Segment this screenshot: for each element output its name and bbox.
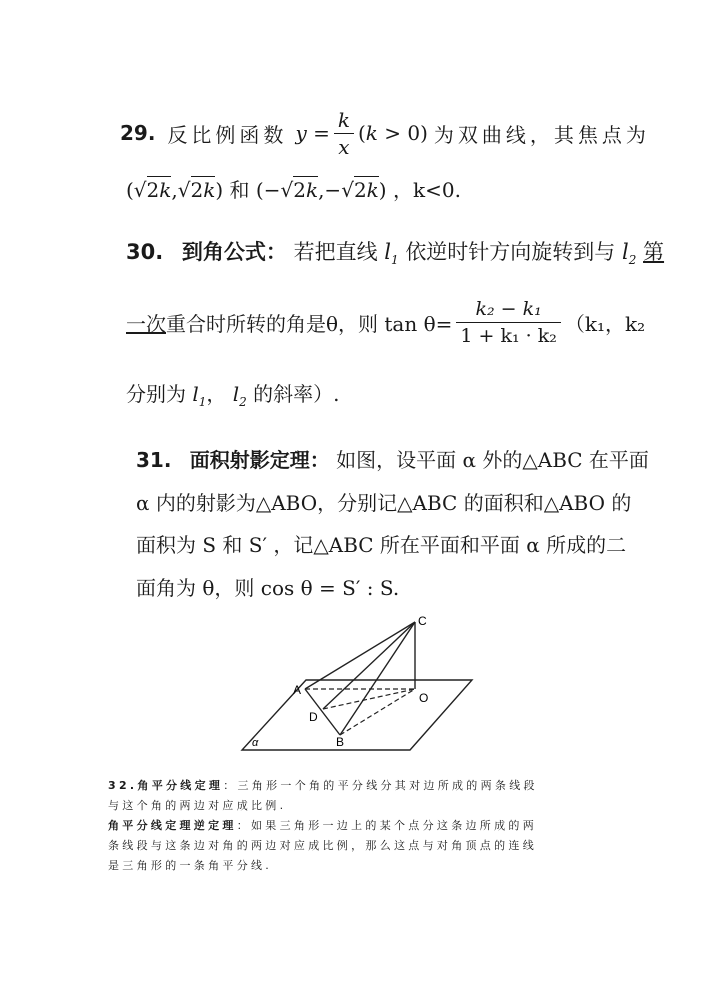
projection-figure: [0, 608, 712, 768]
text: 反比例函数: [167, 122, 288, 147]
item-32-line-1: [108, 777, 538, 793]
label-C: C: [418, 614, 427, 628]
fraction-k-over-x: $\frac{k}{x}$: [334, 107, 354, 160]
edge-AC: [305, 622, 415, 689]
item-title: 面积射影定理：: [189, 448, 330, 472]
label-D: D: [309, 710, 318, 724]
item-title: 角平分线定理: [137, 779, 224, 792]
item-31-line-1: [136, 444, 649, 473]
text: 的斜率）.: [253, 382, 340, 406]
label-A: A: [293, 683, 302, 697]
item-29-line-1: [120, 108, 650, 158]
item-30-line-1: [126, 236, 664, 267]
item-30-line-2: [126, 292, 645, 352]
symbol-l1: $l_1$: [192, 382, 207, 409]
item-title-converse: 角平分线定理逆定理: [108, 819, 237, 832]
text: ：如果三角形一边上的某个点分这条边所成的两: [236, 819, 538, 832]
item-number: 32.: [108, 779, 138, 792]
text: （k₁，k₂: [564, 311, 646, 336]
text-underlined: 第: [643, 240, 665, 264]
item-number: 29.: [120, 121, 156, 145]
text: 如图，设平面 α 外的△ABC 在平面: [336, 448, 649, 472]
item-30-line-3: 分别为 $l_1$， $l_2$ 的斜率）.: [126, 382, 340, 409]
focus-1: (√2k,√2k): [126, 178, 224, 202]
text: 为双曲线，其焦点为: [433, 122, 650, 147]
label-B: B: [336, 735, 345, 749]
item-31-line-4: 面角为 θ，则 cos θ = S′ : S.: [136, 576, 400, 600]
text: 分别为: [126, 382, 186, 406]
formula-condition: (k > 0): [357, 121, 428, 145]
edge-DC: [323, 622, 415, 709]
label-alpha: α: [252, 737, 259, 749]
item-29-line-2: [126, 174, 461, 203]
item-32-line-5: 是三角形的一条角平分线.: [108, 859, 273, 872]
item-32-line-4: 条线段与这条边对角的两边对应成比例，那么这点与对角顶点的连线: [108, 839, 537, 852]
label-O: O: [419, 691, 429, 705]
text-underlined: 一次: [126, 311, 166, 336]
text: 依逆时针方向旋转到与: [405, 240, 616, 264]
symbol-l2: $l_2$: [232, 382, 247, 409]
fraction-tan: [456, 296, 560, 349]
text: 若把直线: [293, 240, 378, 264]
text: 重合时所转的角是θ，则 tan θ=: [166, 311, 453, 336]
item-32-line-2: 与这个角的两边对应成比例.: [108, 799, 287, 812]
plane-alpha: [242, 680, 472, 750]
edge-BO: [340, 689, 415, 735]
item-number: 30.: [126, 240, 164, 264]
item-title: 到角公式：: [181, 240, 287, 264]
symbol-l2: $l_2$: [622, 240, 637, 268]
numerator: k₂ − k₁: [456, 296, 560, 323]
item-32-line-3: [108, 817, 537, 833]
item-31-line-3: 面积为 S 和 S′ ，记△ABC 所在平面和平面 α 所成的二: [136, 533, 627, 557]
focus-2: (−√2k,−√2k): [255, 178, 387, 202]
text: ：三角形一个角的平分线分其对边所成的两条线段: [223, 779, 538, 792]
denominator: 1 + k₁ · k₂: [460, 324, 557, 347]
text: 和: [229, 178, 250, 202]
edge-BC: [340, 622, 415, 735]
formula-y: y =: [295, 121, 330, 145]
symbol-l1: $l_1$: [384, 240, 399, 268]
text: ，k<0.: [392, 178, 461, 202]
item-31-line-2: α 内的射影为△ABO，分别记△ABC 的面积和△ABO 的: [136, 491, 632, 515]
item-number: 31.: [136, 448, 172, 472]
